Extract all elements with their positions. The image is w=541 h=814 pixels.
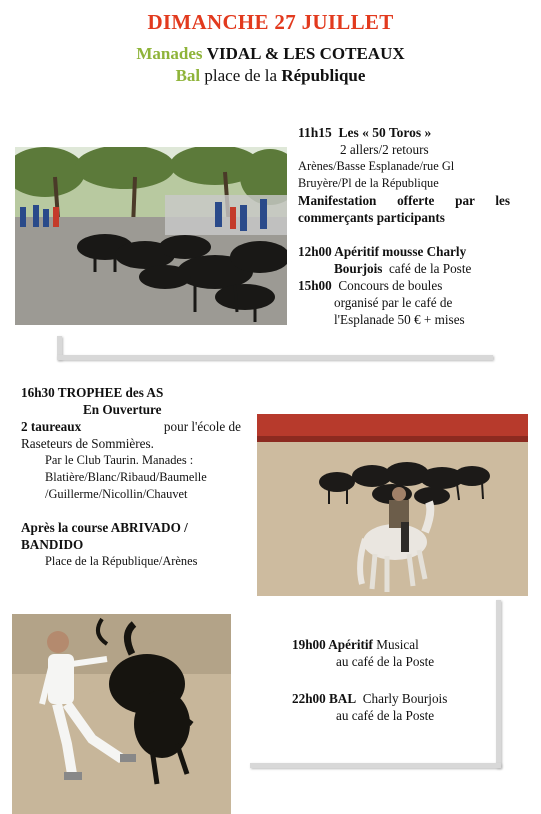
manades-label: Manades [136,44,203,63]
apero-musical-time: 19h00 Apéritif [292,637,373,652]
toros-line-6: commerçants participants [298,210,445,225]
boules-time: 15h00 [298,278,332,293]
photo-arena-rider [257,414,528,596]
apero-mousse-heading [298,243,510,260]
apero-mousse-place: café de la Poste [388,261,472,276]
apero-musical-block [292,636,492,670]
bal-label: Bal [175,66,201,85]
frame-line-2b [250,763,501,768]
apero-mousse-block [298,243,510,328]
abrivado-block [21,519,241,570]
toros-title: Les « 50 Toros » [338,125,432,140]
bal-place-bold: République [281,66,366,85]
frame-line-2a [496,600,501,768]
frame-line-1b [57,355,493,360]
raseteurs-line: Raseteurs de Sommières. [21,436,154,451]
boules-line-3: l'Esplanade 50 € + mises [334,312,465,327]
page-title: DIMANCHE 27 JUILLET [147,10,394,34]
apero-mousse-line-2 [298,260,510,277]
toros-line-5: Manifestation offerte par les [298,193,510,208]
bal-place-line: au café de la Poste [336,708,435,723]
bal-heading [292,690,492,707]
bal-block [292,690,492,724]
boules-line-2: organisé par le café de [334,295,453,310]
club-line-1: Par le Club Taurin. Manades : [45,453,194,467]
toros-line-2: 2 allers/2 retours [340,142,429,157]
toros-heading [298,124,510,141]
toros-time: 11h15 [298,125,332,140]
ouverture-label: En Ouverture [83,402,162,417]
taureaux-line [21,418,241,435]
apero-mousse-title: Apéritif mousse Charly [334,244,467,259]
abrivado-line-2: BANDIDO [21,537,84,552]
trophee-block [21,384,241,503]
toros-line-3: Arènes/Basse Esplanade/rue Gl [298,159,455,173]
club-line-3: /Guillerme/Nicollin/Chauvet [45,487,188,501]
apero-musical-heading [292,636,492,653]
club-line-2: Blatière/Blanc/Ribaud/Baumelle [45,470,207,484]
trophee-heading: 16h30 TROPHEE des AS [21,385,164,400]
boules-title: Concours de boules [338,278,443,293]
photo-toros-street [15,147,287,325]
apero-musical-rest: Musical [376,637,419,652]
manades-line [0,44,541,64]
apero-mousse-bold2: Bourjois [334,261,383,276]
apero-mousse-time: 12h00 [298,244,332,259]
boules-heading [298,277,510,294]
abrivado-line-3: Place de la République/Arènes [45,554,198,568]
manades-names: VIDAL & LES COTEAUX [206,44,405,63]
apero-musical-place: au café de la Poste [336,654,435,669]
bal-line [0,66,541,86]
toros-line-4: Bruyère/Pl de la République [298,176,439,190]
toros-block [298,124,510,226]
bal-place: place de la [204,66,278,85]
taureaux-bold: 2 taureaux [21,419,82,434]
photo-raseteur [12,614,231,814]
abrivado-line-1: Après la course ABRIVADO / [21,520,188,535]
taureaux-rest: pour l'école de [163,419,241,434]
bal-rest: Charly Bourjois [362,691,448,706]
bal-time: 22h00 BAL [292,691,357,706]
